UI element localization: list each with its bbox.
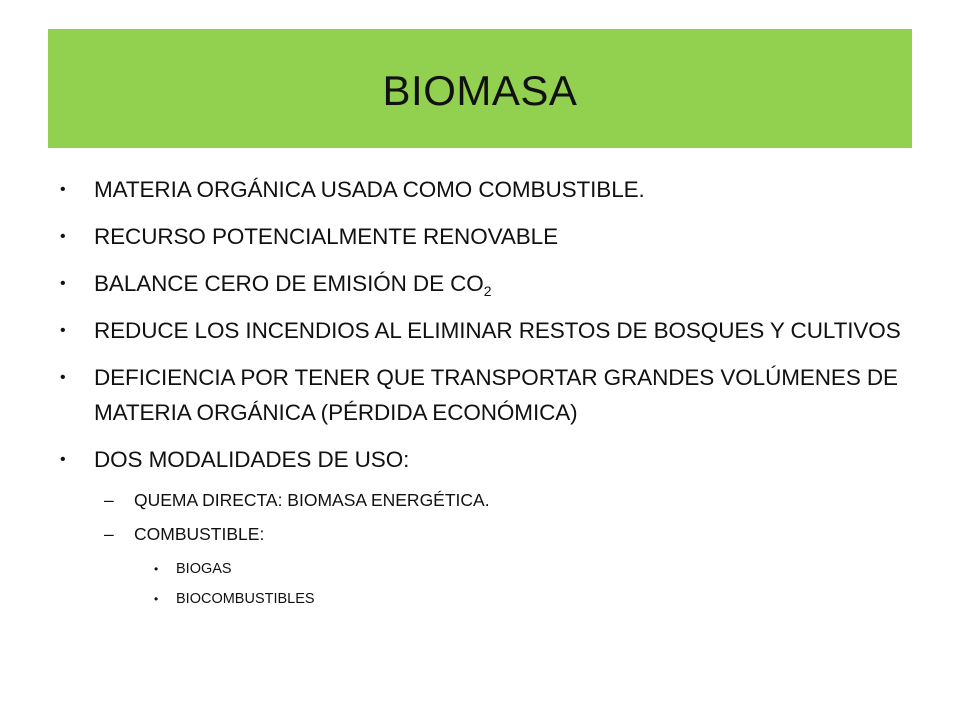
title-banner	[48, 29, 912, 148]
sub-sub-bullet-item	[154, 587, 910, 611]
bullet-text: RECURSO POTENCIALMENTE RENOVABLE	[94, 224, 558, 249]
bullet-marker: •	[154, 592, 159, 606]
sub-bullet-text: QUEMA DIRECTA: BIOMASA ENERGÉTICA.	[134, 490, 490, 510]
bullet-marker: •	[60, 322, 66, 339]
bullet-item	[60, 442, 910, 477]
bullet-marker: •	[60, 181, 66, 198]
dash-marker: –	[104, 490, 114, 510]
sub-sub-bullet-text: BIOCOMBUSTIBLES	[176, 591, 315, 607]
bullet-text: REDUCE LOS INCENDIOS AL ELIMINAR RESTOS DE BOSQUES Y CULTIVOS	[94, 318, 901, 343]
sub-sub-bullet-item	[154, 557, 910, 581]
bullet-text: BALANCE CERO DE EMISIÓN DE CO	[94, 271, 484, 296]
bullet-item	[60, 313, 910, 348]
bullet-marker: •	[154, 562, 159, 576]
sub-bullet-text: COMBUSTIBLE:	[134, 524, 265, 544]
bullet-item	[60, 219, 910, 254]
sub-sub-bullet-text: BIOGAS	[176, 561, 232, 577]
bullet-item	[60, 172, 910, 207]
bullet-text: DOS MODALIDADES DE USO:	[94, 447, 410, 472]
bullet-marker: •	[60, 369, 66, 386]
bullet-marker: •	[60, 275, 66, 292]
sub-bullet-item	[104, 487, 910, 513]
bullet-marker: •	[60, 451, 66, 468]
bullet-text: DEFICIENCIA POR TENER QUE TRANSPORTAR GRANDES VOLÚMENES DE MATERIA ORGÁNICA (PÉRDIDA ECONÓMICA)	[94, 365, 898, 425]
dash-marker: –	[104, 524, 114, 544]
slide-title: BIOMASA	[382, 66, 578, 114]
bullet-item	[60, 266, 910, 301]
bullet-marker: •	[60, 228, 66, 245]
bullet-item	[60, 360, 910, 430]
co2-subscript: 2	[483, 283, 492, 299]
slide-content	[60, 172, 910, 617]
bullet-text: MATERIA ORGÁNICA USADA COMO COMBUSTIBLE.	[94, 177, 645, 202]
sub-bullet-item	[104, 521, 910, 547]
